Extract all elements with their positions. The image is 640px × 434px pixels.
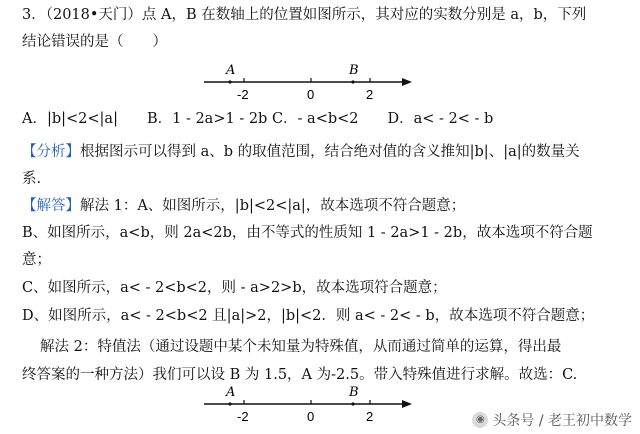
solution-tag: 【解答】 [22,198,80,214]
solution-line6: 解法 2：特值法（通过设题中某个未知量为特殊值，从而通过简单的运算，得出最 [40,339,562,355]
analysis-text1: 根据图示可以得到 a、b 的取值范围，结合绝对值的含义推知|b|、|a|的数量关 [80,144,580,160]
analysis-tag: 【分析】 [22,144,80,160]
solution-line2: B、如图所示，a<b，则 2a<2b，由不等式的性质知 1 - 2a>1 - 2b，故本选项不符合题 [22,225,593,241]
solution-line7: 终答案的一种方法）我们可以设 B 为 1.5，A 为-2.5。带入特殊值进行求解。故选：C. [22,367,578,383]
point-b-label-bottom: B [349,385,359,400]
tick-label-2: 2 [366,87,374,102]
tick-label-0-bottom: 0 [307,409,315,424]
problem-header-line1: 3．（2018•天门）点 A，B 在数轴上的位置如图所示，其对应的实数分别是 a，b，下列 [22,7,587,23]
point-b-label: B [349,63,359,78]
watermark [472,410,632,430]
point-a-label-bottom: A [226,385,236,400]
point-a-label: A [226,63,236,78]
answer-options: A．|b|<2<|a| B．1 - 2a>1 - 2b C．- a<b<2 D．a< - 2< - b [22,111,494,127]
analysis-line2: 系. [22,171,42,187]
number-line-figure-bottom [200,384,420,432]
tick-label-2-bottom: 2 [366,409,374,424]
tick-label-0: 0 [307,87,315,102]
tick-label-neg2: -2 [237,87,249,102]
tick-label-neg2-bottom: -2 [237,409,249,424]
solution-text1: 解法 1：A、如图所示，|b|<2<|a|，故本选项不符合题意； [80,198,466,214]
analysis-line1 [22,143,580,161]
solution-line4: C、如图所示，a< - 2<b<2，则 - a>2>b，故本选项符合题意； [22,280,447,296]
solution-line3: 意； [22,252,51,268]
solution-line5: D、如图所示，a< - 2<b<2 且|a|>2，|b|<2．则 a< - 2< - b，故本选项不符合题意； [22,308,595,324]
number-line-figure-top [200,60,420,110]
watermark-text: 头条号 / 老王初中数学 [492,413,632,429]
toutiao-logo-icon: ◉ [472,412,488,428]
solution-line1 [22,197,465,215]
problem-header-line2: 结论错误的是（ ） [22,34,167,50]
